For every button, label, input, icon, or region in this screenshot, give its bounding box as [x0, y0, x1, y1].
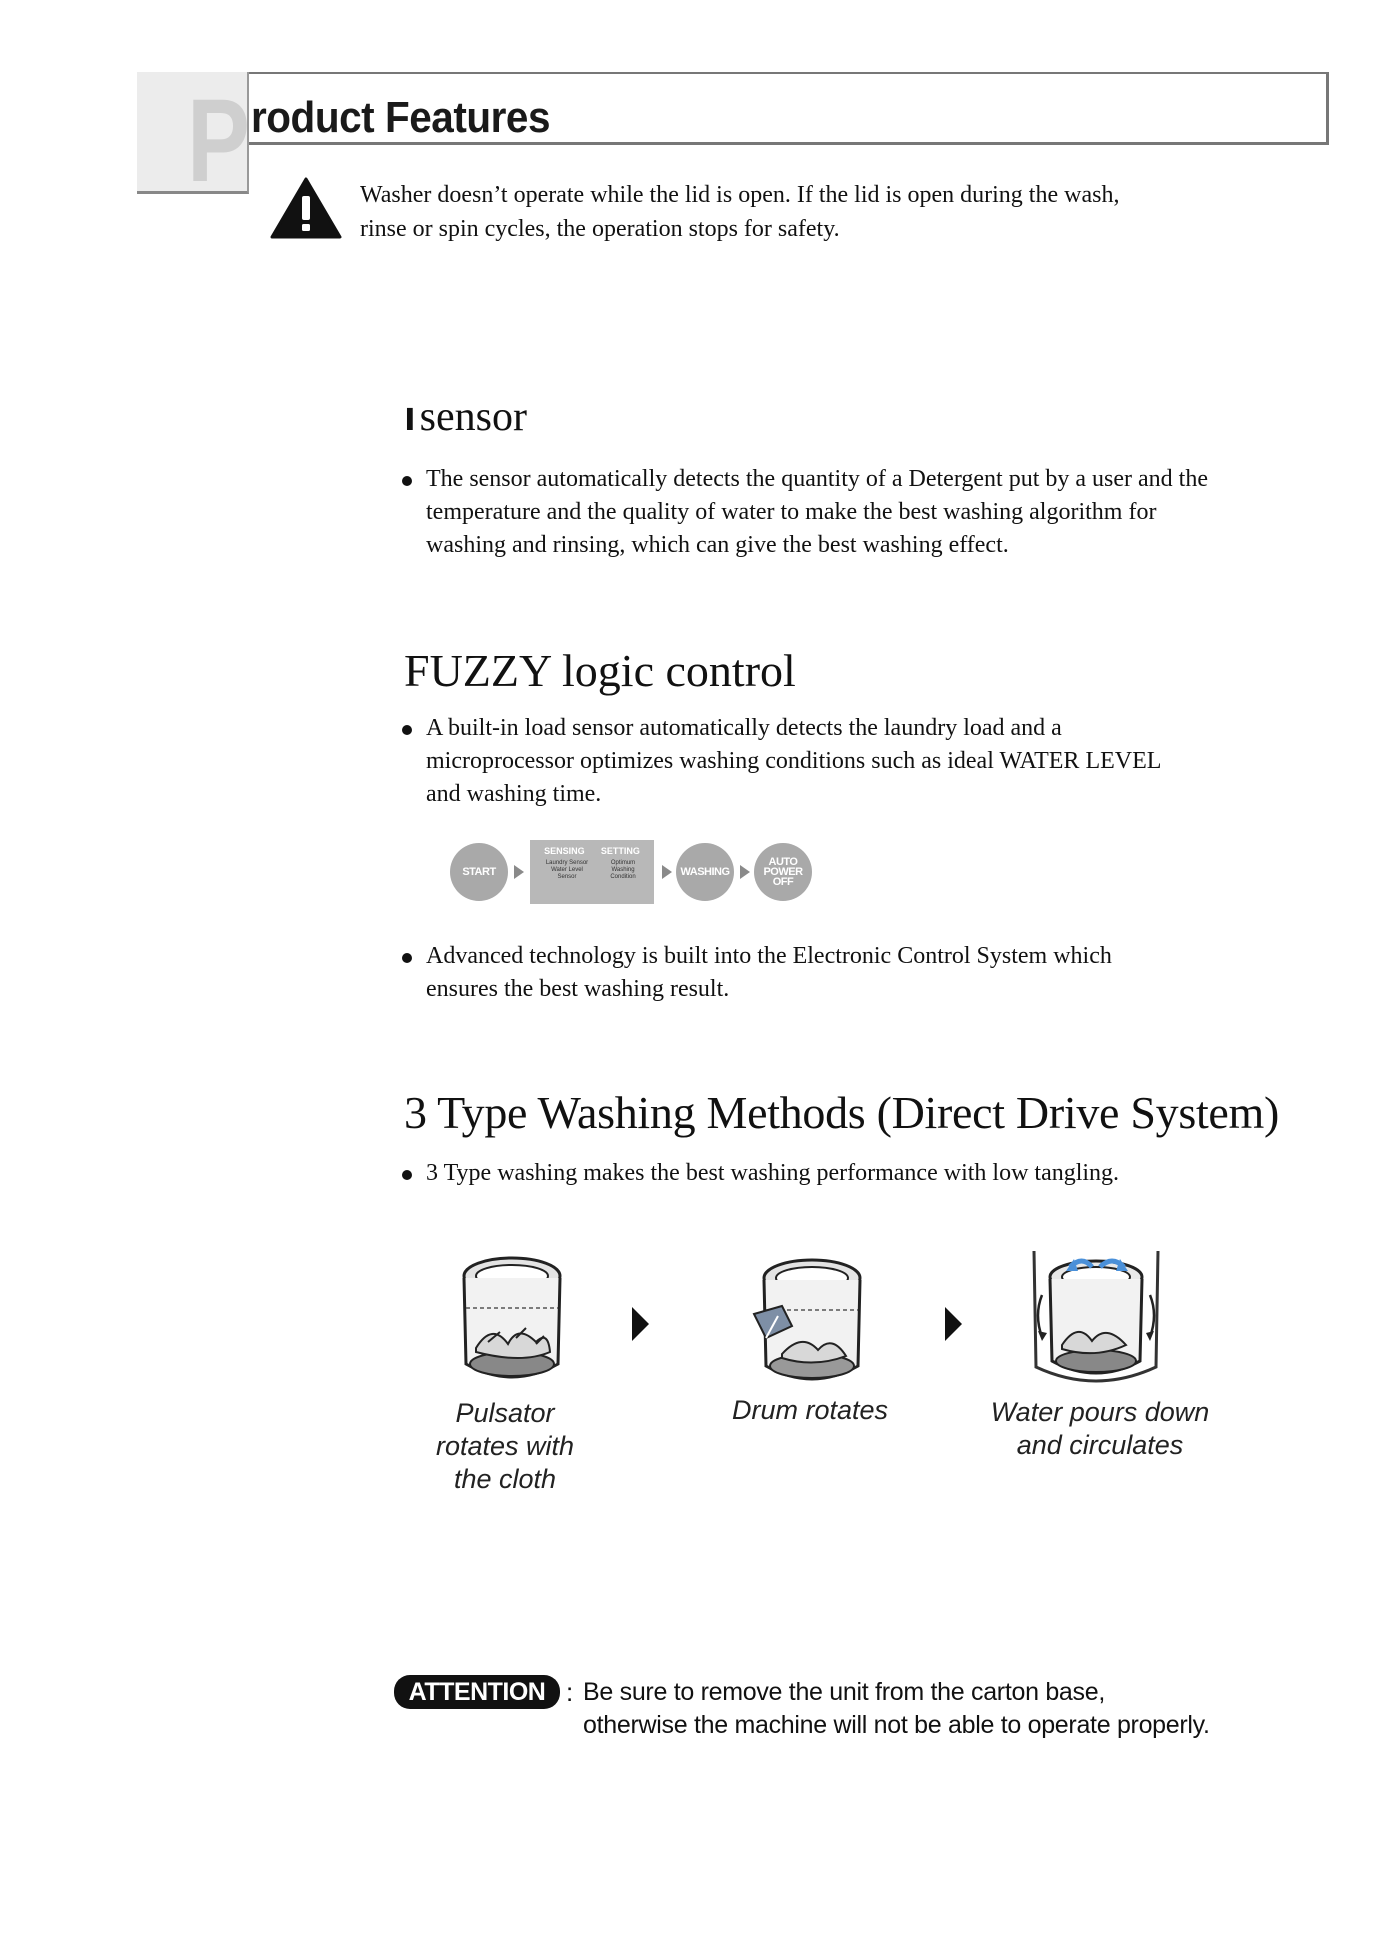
rotating-drum-icon	[752, 1254, 872, 1394]
attention-line: Be sure to remove the unit from the carton base,	[583, 1678, 1105, 1706]
flow-arrow-icon	[514, 865, 524, 879]
bullet-line: washing and rinsing, which can give the best washing effect.	[426, 532, 1009, 558]
attention-line: otherwise the machine will not be able to operate properly.	[583, 1711, 1210, 1739]
fuzzy-heading: FUZZY logic control	[404, 645, 796, 696]
flow-setting-sub: Optimum Washing Condition	[610, 860, 636, 880]
flow-sensing-setting	[530, 840, 654, 904]
warning-text	[360, 178, 1260, 246]
sensor-heading	[404, 392, 527, 440]
fuzzy-bullet-1	[402, 712, 1161, 811]
bullet-line: ensures the best washing result.	[426, 976, 730, 1002]
sensor-heading-text: sensor	[419, 394, 527, 440]
fuzzy-bullet-2	[402, 940, 1112, 1006]
bullet-line: temperature and the quality of water to make the best washing algorithm for	[426, 499, 1157, 525]
flow-sensing-label: SENSING	[544, 846, 585, 856]
methods-heading: 3 Type Washing Methods (Direct Drive System)	[404, 1087, 1280, 1138]
warning-triangle-icon	[270, 176, 342, 240]
step-caption-drum	[710, 1394, 910, 1427]
flow-off-line: OFF	[772, 876, 794, 888]
flow-arrow-icon	[740, 865, 750, 879]
caption-line: Pulsator	[455, 1398, 555, 1428]
step-caption-water	[975, 1396, 1225, 1462]
caption-line: rotates with	[435, 1431, 575, 1461]
methods-bullet	[402, 1157, 1119, 1190]
bullet-line: microprocessor optimizes washing conditions such as ideal WATER LEVEL	[426, 748, 1162, 774]
fuzzy-process-flow	[450, 840, 820, 906]
sensor-bullet	[402, 463, 1208, 562]
warning-line: Washer doesn’t operate while the lid is open. If the lid is open during the wash,	[360, 182, 1120, 208]
caption-line: the cloth	[453, 1464, 557, 1494]
step-arrow-icon	[632, 1307, 649, 1341]
bullet-dot-icon	[402, 1170, 412, 1180]
header-initial-letter: P	[187, 75, 250, 207]
caption-line: Water pours down	[990, 1397, 1210, 1427]
bullet-line: Advanced technology is built into the Electronic Control System which	[426, 943, 1112, 969]
bullet-dot-icon	[402, 725, 412, 735]
bullet-dot-icon	[402, 476, 412, 486]
bullet-line: A built-in load sensor automatically detects the laundry load and a	[426, 715, 1062, 741]
bullet-dot-icon	[402, 953, 412, 963]
flow-auto-power-off	[754, 843, 812, 901]
step-caption-pulsator	[405, 1397, 605, 1496]
flow-start: START	[450, 843, 508, 901]
flow-auto-line: AUTO	[768, 856, 798, 868]
attention-colon: :	[566, 1677, 574, 1707]
caption-line: and circulates	[1016, 1430, 1184, 1460]
flow-arrow-icon	[662, 865, 672, 879]
attention-text	[583, 1676, 1210, 1742]
bullet-line: and washing time.	[426, 781, 602, 807]
flow-sensing-sub: Laundry Sensor Water Level Sensor	[545, 860, 589, 880]
flow-washing: WASHING	[676, 843, 734, 901]
step-arrow-icon	[945, 1307, 962, 1341]
bullet-line: 3 Type washing makes the best washing performance with low tangling.	[426, 1160, 1120, 1186]
warning-line: rinse or spin cycles, the operation stops for safety.	[360, 216, 840, 242]
flow-power-line: POWER	[763, 866, 803, 878]
bullet-line: The sensor automatically detects the quantity of a Detergent put by a user and the	[426, 466, 1208, 492]
flow-setting-label: SETTING	[600, 846, 640, 856]
sensor-brand-mark: ı	[404, 392, 416, 439]
attention-badge: ATTENTION	[394, 1675, 560, 1709]
circulating-water-drum-icon	[1030, 1245, 1162, 1395]
caption-line: Drum rotates	[731, 1395, 889, 1425]
page-title: roduct Features	[251, 93, 551, 142]
pulsator-drum-icon	[452, 1252, 572, 1392]
